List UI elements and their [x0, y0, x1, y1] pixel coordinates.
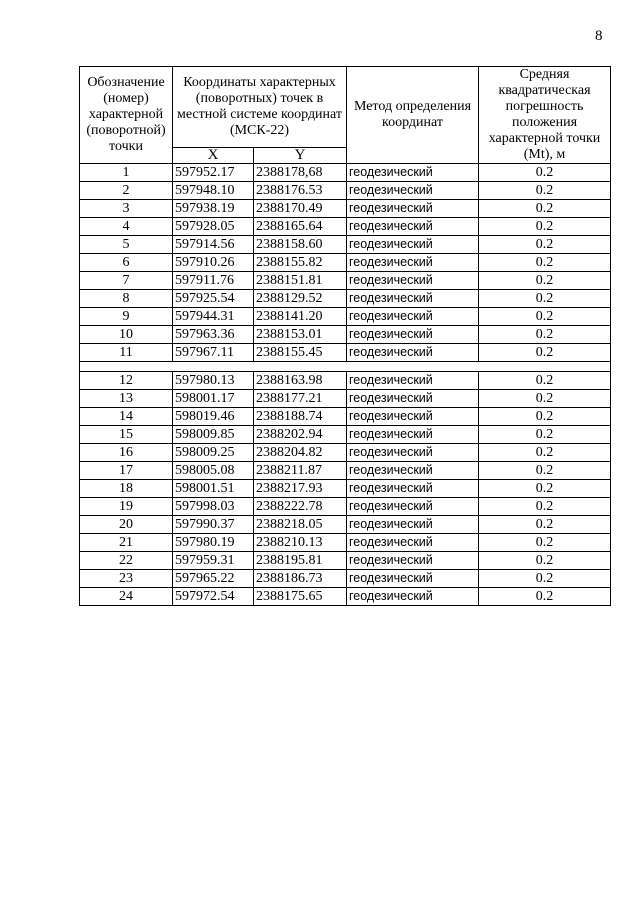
error-cell: 0.2: [479, 272, 611, 290]
method-cell: геодезический: [347, 308, 479, 326]
error-cell: 0.2: [479, 200, 611, 218]
table-row: [80, 444, 611, 462]
method-cell: геодезический: [347, 272, 479, 290]
page-number: 8: [595, 28, 603, 44]
x-coordinate-cell: 597938.19: [173, 200, 254, 218]
x-coordinate-cell: 597910.26: [173, 254, 254, 272]
point-number-cell: 6: [80, 254, 173, 272]
table-row: [80, 498, 611, 516]
point-number-cell: 11: [80, 344, 173, 362]
method-cell: геодезический: [347, 372, 479, 390]
header-y: Y: [254, 148, 347, 164]
method-cell: геодезический: [347, 516, 479, 534]
point-number-cell: 17: [80, 462, 173, 480]
table-row: [80, 426, 611, 444]
method-cell: геодезический: [347, 390, 479, 408]
header-method: Метод определения координат: [347, 67, 479, 164]
method-cell: геодезический: [347, 254, 479, 272]
y-coordinate-cell: 2388155.82: [254, 254, 347, 272]
y-coordinate-cell: 2388211.87: [254, 462, 347, 480]
error-cell: 0.2: [479, 426, 611, 444]
point-number-cell: 14: [80, 408, 173, 426]
error-cell: 0.2: [479, 344, 611, 362]
table-row: [80, 480, 611, 498]
x-coordinate-cell: 598001.17: [173, 390, 254, 408]
y-coordinate-cell: 2388175.65: [254, 588, 347, 606]
y-coordinate-cell: 2388129.52: [254, 290, 347, 308]
error-cell: 0.2: [479, 444, 611, 462]
y-coordinate-cell: 2388177.21: [254, 390, 347, 408]
table-row: [80, 254, 611, 272]
y-coordinate-cell: 2388202.94: [254, 426, 347, 444]
x-coordinate-cell: 597944.31: [173, 308, 254, 326]
method-cell: геодезический: [347, 588, 479, 606]
header-x: X: [173, 148, 254, 164]
x-coordinate-cell: 597980.13: [173, 372, 254, 390]
table-row: [80, 534, 611, 552]
y-coordinate-cell: 2388178,68: [254, 164, 347, 182]
method-cell: геодезический: [347, 236, 479, 254]
error-cell: 0.2: [479, 390, 611, 408]
point-number-cell: 23: [80, 570, 173, 588]
table-row: [80, 200, 611, 218]
error-cell: 0.2: [479, 588, 611, 606]
method-cell: геодезический: [347, 344, 479, 362]
table-row: [80, 272, 611, 290]
x-coordinate-cell: 598009.85: [173, 426, 254, 444]
method-cell: геодезический: [347, 498, 479, 516]
method-cell: геодезический: [347, 290, 479, 308]
table-row: [80, 164, 611, 182]
error-cell: 0.2: [479, 308, 611, 326]
table-row: [80, 326, 611, 344]
table-row: [80, 372, 611, 390]
error-cell: 0.2: [479, 462, 611, 480]
table-row: [80, 408, 611, 426]
error-cell: 0.2: [479, 218, 611, 236]
error-cell: 0.2: [479, 326, 611, 344]
point-number-cell: 4: [80, 218, 173, 236]
point-number-cell: 12: [80, 372, 173, 390]
point-number-cell: 3: [80, 200, 173, 218]
x-coordinate-cell: 598005.08: [173, 462, 254, 480]
y-coordinate-cell: 2388186.73: [254, 570, 347, 588]
group-separator-row: [80, 362, 611, 372]
y-coordinate-cell: 2388217.93: [254, 480, 347, 498]
x-coordinate-cell: 597952.17: [173, 164, 254, 182]
y-coordinate-cell: 2388210.13: [254, 534, 347, 552]
method-cell: геодезический: [347, 200, 479, 218]
method-cell: геодезический: [347, 164, 479, 182]
method-cell: геодезический: [347, 480, 479, 498]
error-cell: 0.2: [479, 372, 611, 390]
y-coordinate-cell: 2388176.53: [254, 182, 347, 200]
table-row: [80, 588, 611, 606]
method-cell: геодезический: [347, 182, 479, 200]
y-coordinate-cell: 2388222.78: [254, 498, 347, 516]
point-number-cell: 1: [80, 164, 173, 182]
point-number-cell: 9: [80, 308, 173, 326]
table-row: [80, 218, 611, 236]
x-coordinate-cell: 597967.11: [173, 344, 254, 362]
method-cell: геодезический: [347, 570, 479, 588]
y-coordinate-cell: 2388195.81: [254, 552, 347, 570]
x-coordinate-cell: 598001.51: [173, 480, 254, 498]
point-number-cell: 15: [80, 426, 173, 444]
point-number-cell: 13: [80, 390, 173, 408]
error-cell: 0.2: [479, 182, 611, 200]
method-cell: геодезический: [347, 326, 479, 344]
group-separator-cell: [80, 362, 611, 372]
coordinates-table: [79, 66, 611, 606]
y-coordinate-cell: 2388188.74: [254, 408, 347, 426]
y-coordinate-cell: 2388151.81: [254, 272, 347, 290]
y-coordinate-cell: 2388153.01: [254, 326, 347, 344]
y-coordinate-cell: 2388218.05: [254, 516, 347, 534]
point-number-cell: 20: [80, 516, 173, 534]
error-cell: 0.2: [479, 498, 611, 516]
error-cell: 0.2: [479, 480, 611, 498]
table-row: [80, 290, 611, 308]
x-coordinate-cell: 597914.56: [173, 236, 254, 254]
error-cell: 0.2: [479, 516, 611, 534]
x-coordinate-cell: 597980.19: [173, 534, 254, 552]
table-row: [80, 570, 611, 588]
y-coordinate-cell: 2388170.49: [254, 200, 347, 218]
x-coordinate-cell: 597963.36: [173, 326, 254, 344]
point-number-cell: 18: [80, 480, 173, 498]
point-number-cell: 10: [80, 326, 173, 344]
point-number-cell: 8: [80, 290, 173, 308]
y-coordinate-cell: 2388165.64: [254, 218, 347, 236]
x-coordinate-cell: 597959.31: [173, 552, 254, 570]
y-coordinate-cell: 2388141.20: [254, 308, 347, 326]
method-cell: геодезический: [347, 552, 479, 570]
table-row: [80, 236, 611, 254]
point-number-cell: 24: [80, 588, 173, 606]
method-cell: геодезический: [347, 426, 479, 444]
point-number-cell: 5: [80, 236, 173, 254]
error-cell: 0.2: [479, 552, 611, 570]
error-cell: 0.2: [479, 290, 611, 308]
table-row: [80, 516, 611, 534]
header-coordinates: Координаты характерных (поворотных) точек в местной системе координат (МСК-22): [173, 67, 347, 148]
y-coordinate-cell: 2388163.98: [254, 372, 347, 390]
point-number-cell: 7: [80, 272, 173, 290]
table-row: [80, 462, 611, 480]
table-header: [80, 67, 611, 164]
header-point-id: Обозначение (номер) характерной (поворотной) точки: [80, 67, 173, 164]
point-number-cell: 21: [80, 534, 173, 552]
point-number-cell: 2: [80, 182, 173, 200]
table-body: [80, 164, 611, 606]
method-cell: геодезический: [347, 534, 479, 552]
y-coordinate-cell: 2388204.82: [254, 444, 347, 462]
x-coordinate-cell: 597911.76: [173, 272, 254, 290]
table-row: [80, 182, 611, 200]
x-coordinate-cell: 597965.22: [173, 570, 254, 588]
point-number-cell: 19: [80, 498, 173, 516]
x-coordinate-cell: 598009.25: [173, 444, 254, 462]
x-coordinate-cell: 597948.10: [173, 182, 254, 200]
x-coordinate-cell: 597998.03: [173, 498, 254, 516]
error-cell: 0.2: [479, 236, 611, 254]
header-error: Средняя квадратическая погрешность положения характерной точки (Mt), м: [479, 67, 611, 164]
method-cell: геодезический: [347, 462, 479, 480]
point-number-cell: 22: [80, 552, 173, 570]
error-cell: 0.2: [479, 570, 611, 588]
table-row: [80, 344, 611, 362]
method-cell: геодезический: [347, 444, 479, 462]
x-coordinate-cell: 597972.54: [173, 588, 254, 606]
x-coordinate-cell: 598019.46: [173, 408, 254, 426]
method-cell: геодезический: [347, 408, 479, 426]
error-cell: 0.2: [479, 408, 611, 426]
error-cell: 0.2: [479, 534, 611, 552]
x-coordinate-cell: 597990.37: [173, 516, 254, 534]
x-coordinate-cell: 597925.54: [173, 290, 254, 308]
table-row: [80, 308, 611, 326]
table-row: [80, 552, 611, 570]
y-coordinate-cell: 2388155.45: [254, 344, 347, 362]
error-cell: 0.2: [479, 254, 611, 272]
error-cell: 0.2: [479, 164, 611, 182]
x-coordinate-cell: 597928.05: [173, 218, 254, 236]
method-cell: геодезический: [347, 218, 479, 236]
y-coordinate-cell: 2388158.60: [254, 236, 347, 254]
table-row: [80, 390, 611, 408]
point-number-cell: 16: [80, 444, 173, 462]
